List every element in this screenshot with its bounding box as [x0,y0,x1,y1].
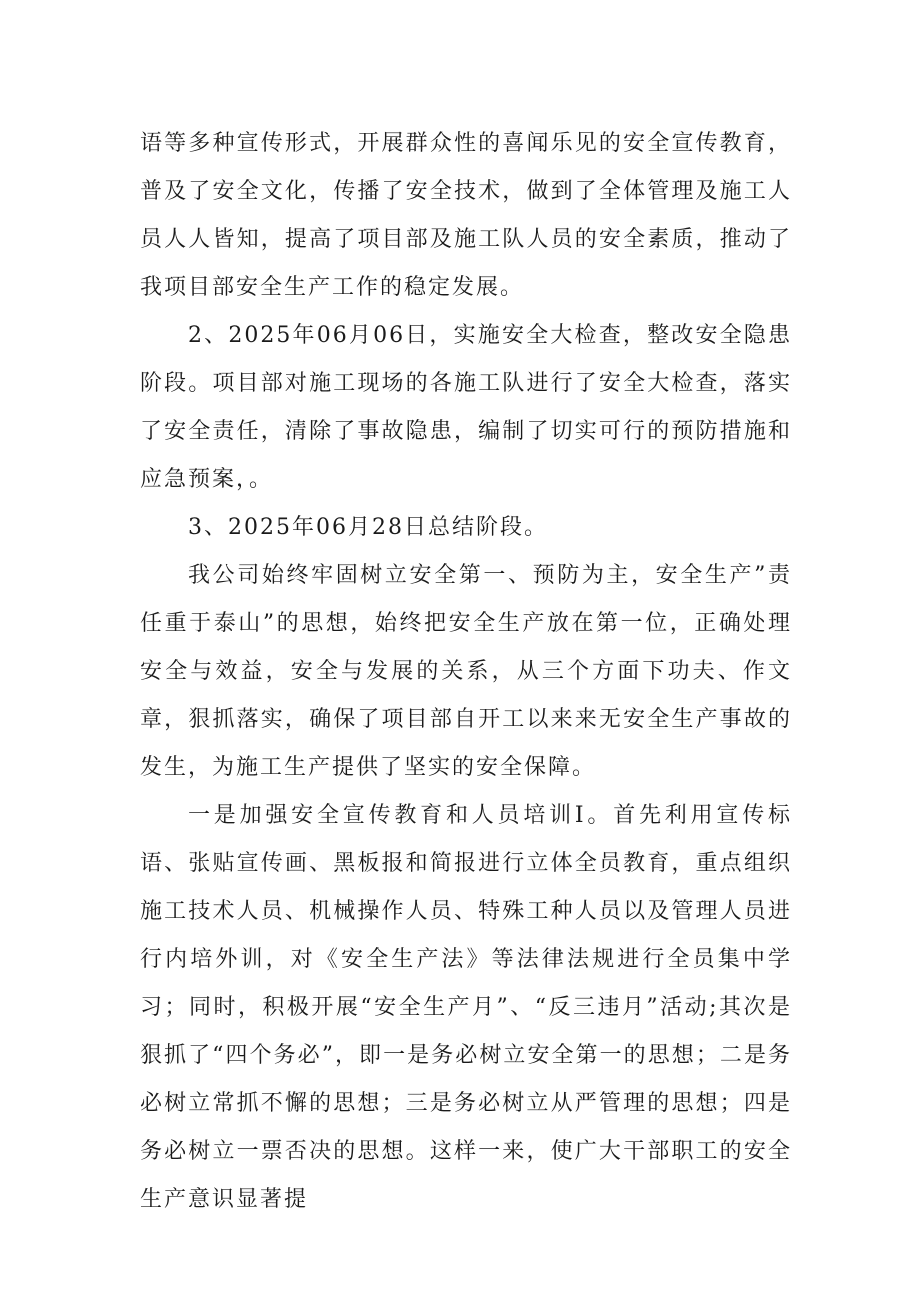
paragraph-summary-stage: 3、2025年06月28日总结阶段。 [188,515,548,540]
paragraph-company-safety: 我公司始终牢固树立安全第一、预防为主，安全生产”责任重于泰山”的思想，始终把安全生产放在第一位，正确处理安全与效益，安全与发展的关系，从三个方面下功夫、作文章，狠抓落实，确保了项目部自开工以来来无安全生产事故的发生，为施工生产提供了坚实的安全保障。 [140,563,792,780]
paragraph-continuation: 语等多种宣传形式，开展群众性的喜闻乐见的安全宣传教育，普及了安全文化，传播了安全技术，做到了全体管理及施工人员人人皆知，提高了项目部及施工队人员的安全素质，推动了我项目部安全生产工作的稳定发展。 [140,131,792,300]
paragraph-education-training: 一是加强安全宣传教育和人员培训I。首先利用宣传标语、张贴宣传画、黑板报和简报进行立体全员教育，重点组织施工技术人员、机械操作人员、特殊工种人员以及管理人员进行内培外训，对《安全生产法》等法律法规进行全员集中学习；同时，积极开展“安全生产月”、“反三违月”活动;其次是狠抓了“四个务必”，即一是务必树立安全第一的思想；二是务必树立常抓不懈的思想；三是务必树立从严管理的思想；四是务必树立一票否决的思想。这样一来，使广大干部职工的安全生产意识显著提 [140,803,792,1212]
paragraph-inspection-stage: 2、2025年06月06日，实施安全大检查，整改安全隐患阶段。项目部对施工现场的各施工队进行了安全大检查，落实了安全责任，清除了事故隐患，编制了切实可行的预防措施和应急预案，。 [140,323,792,492]
